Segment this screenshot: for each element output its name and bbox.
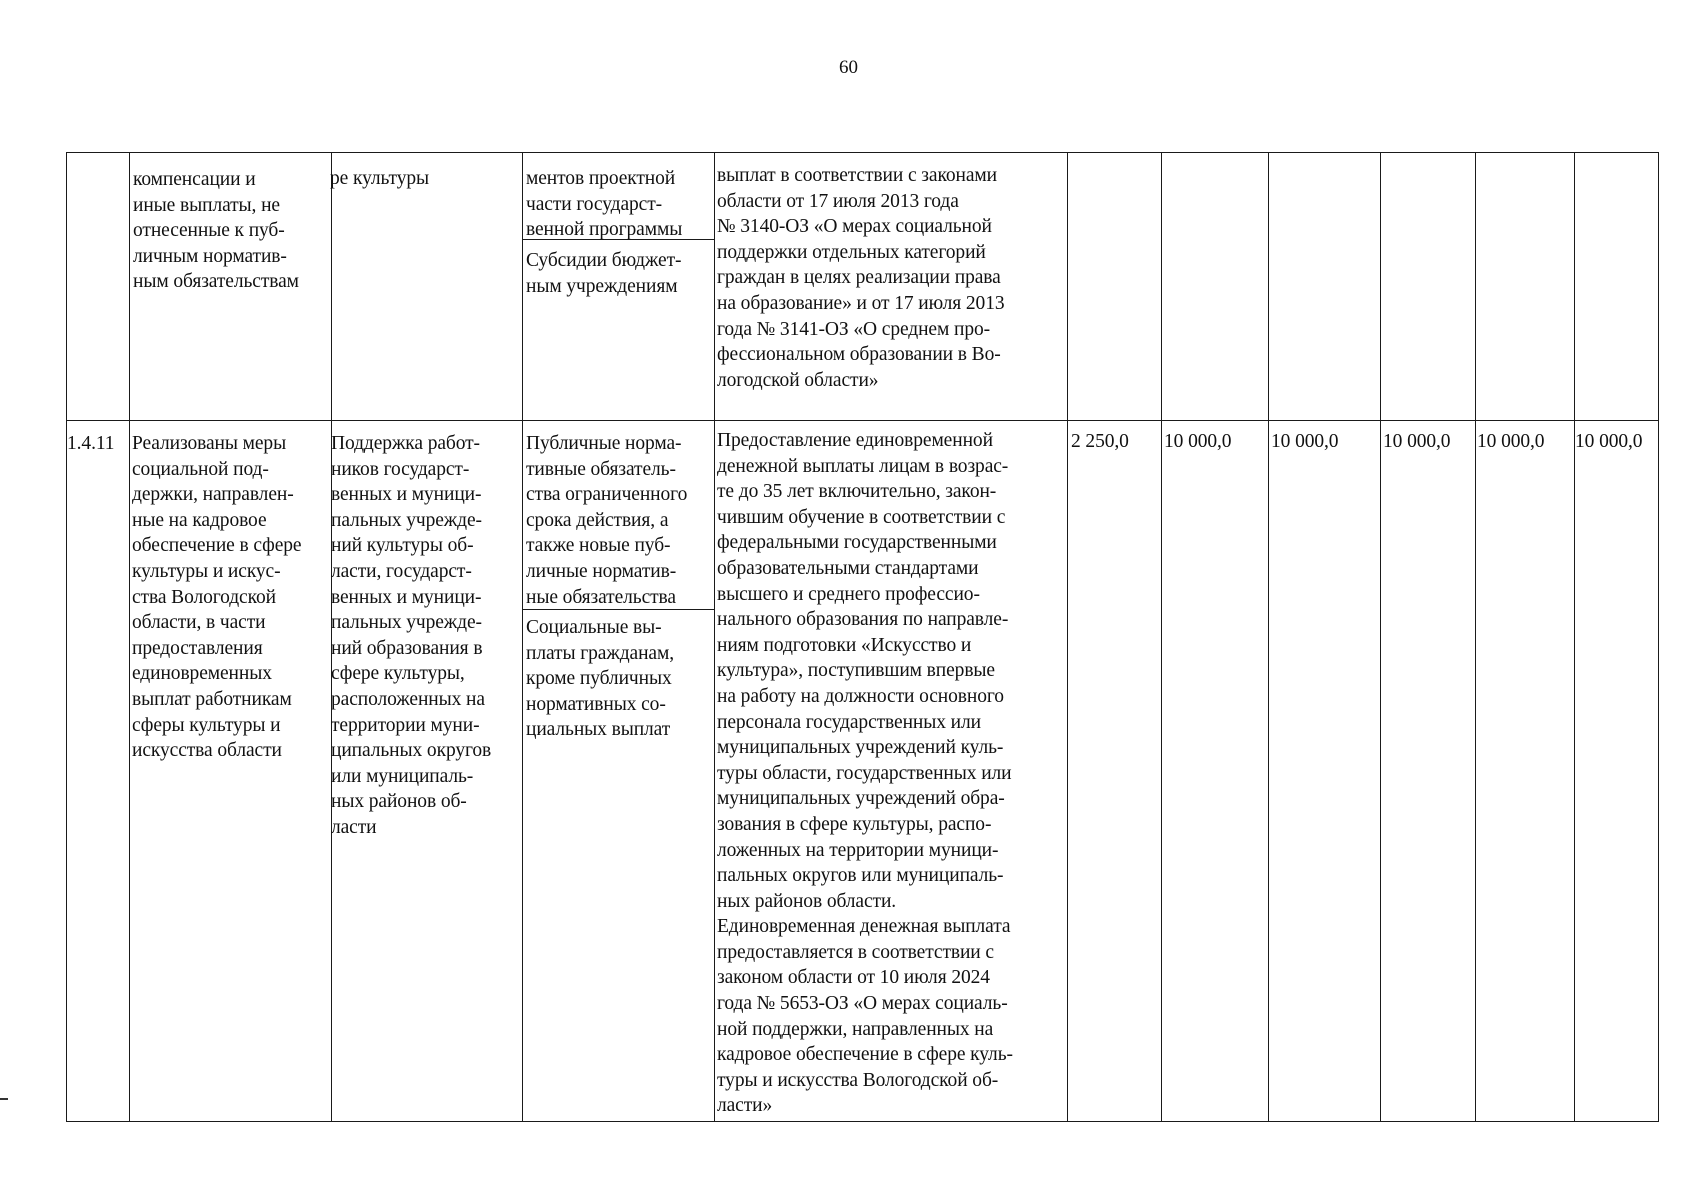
continued-row-type-bottom: Субсидии бюджет- ным учреждениям [526,250,682,297]
amount-cell: 10 000,0 [1271,431,1339,452]
column-divider [1161,153,1162,1121]
column-divider [1574,153,1575,1121]
amount-cell: 10 000,0 [1164,431,1232,452]
row-description: Предоставление единовременной денежной выплаты лицам в возрас- те до 35 лет включительно, закон- чившим обучение в соответствии с федеральными государственными образовательными стандартами высшего и среднего профессио- нального образования по направле- ниям подготовки «Искусство и культура», поступившим впервые на работу на должности основного персонала государственных или муниципальных учреждений куль- туры области, государственных или муниципальных учреждений обра- зования в сфере культуры, распо- ложенных на территории муници- пальных округов или муниципаль- ных районов области. Единовременная денежная выплата предоставляется в соответствии с законом области от 10 июля 2024 года № 5653-ОЗ «О мерах социаль- ной поддержки, направленных на кадровое обеспечение в сфере куль- туры и искусства Вологодской об- ласти» [717,430,1013,1117]
continued-row-type-top: ментов проектной части государст- венной программы [526,168,683,241]
column-divider [1475,153,1476,1121]
continued-row-description: выплат в соответствии с законами области от 17 июля 2013 года № 3140-ОЗ «О мерах социальной поддержки отдельных категорий граждан в целях реализации права на образование» и от 17 июля 2013 года № 3141-ОЗ «О среднем про- фессиональном образовании в Во- логодской области» [717,165,1005,391]
amount-cell: 10 000,0 [1477,431,1545,452]
continued-row-direction: ре культуры [330,168,430,189]
continued-row-name: компенсации и иные выплаты, не отнесенные к пуб- личным норматив- ным обязательствам [133,169,299,293]
page-number: 60 [839,57,858,78]
amount-cell: 2 250,0 [1071,431,1129,452]
column-divider [1268,153,1269,1121]
column-divider [129,153,130,1121]
column-divider [522,153,523,1121]
row-number: 1.4.11 [67,433,115,454]
row-direction: Поддержка работ- ников государст- венных и муници- пальных учрежде- ний культуры об- ласти, государст- венных и муници- пальных учрежде- ний образования в сфере культуры, расположенных на территории муни- ципальных округов или муниципаль- ных районов об- ласти [331,433,492,838]
row-type-bottom: Социальные вы- платы гражданам, кроме публичных нормативных со- циальных выплат [526,617,674,741]
row-name: Реализованы меры социальной под- держки, направлен- ные на кадровое обеспечение в сфере культуры и искус- ства Вологодской области, в части предоставления единовременных выплат работникам сферы культуры и искусства области [132,433,302,762]
budget-table [66,152,1659,1122]
scan-artifact-mark [0,1098,8,1100]
column-divider [1380,153,1381,1121]
amount-cell: 10 000,0 [1383,431,1451,452]
amount-cell: 10 000,0 [1575,431,1643,452]
row-divider [67,420,1658,421]
row-type-top: Публичные норма- тивные обязатель- ства ограниченного срока действия, а также новые пуб- личные норматив- ные обязательства [526,433,688,608]
